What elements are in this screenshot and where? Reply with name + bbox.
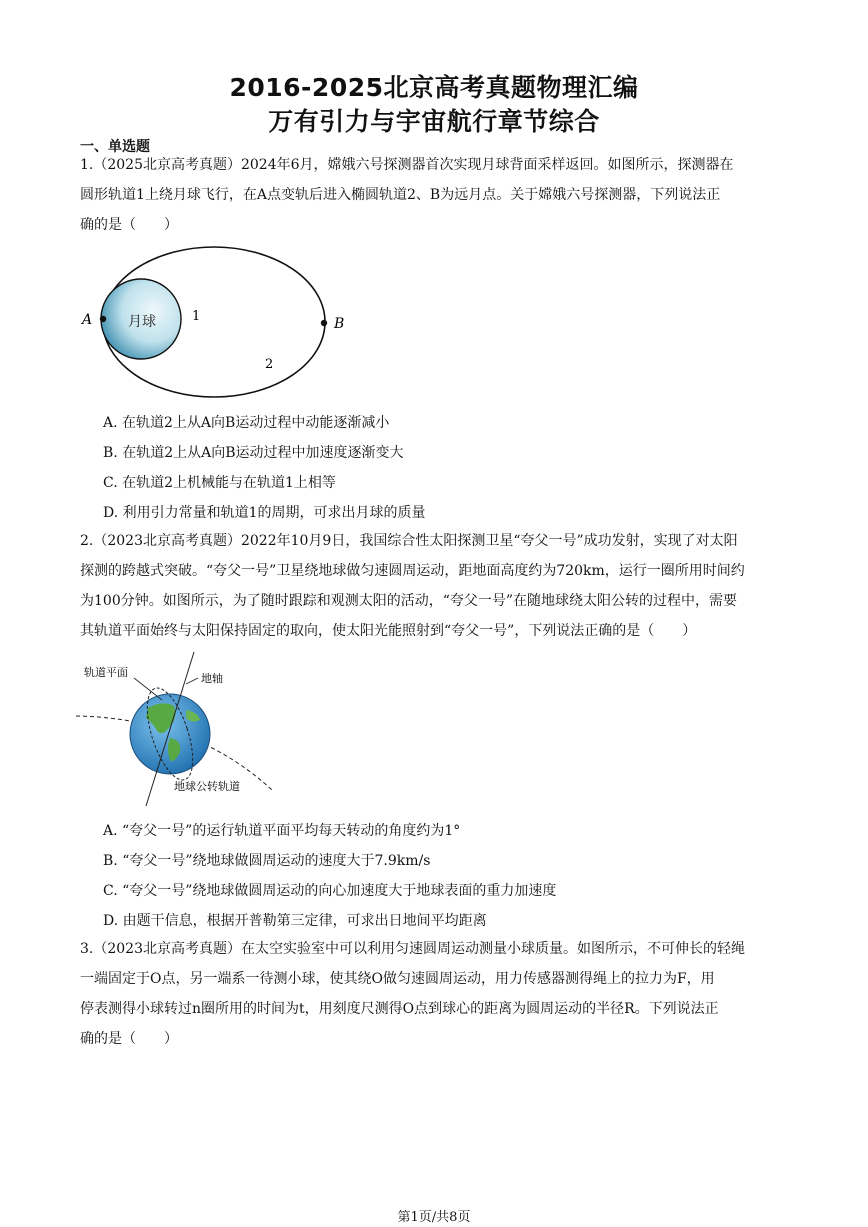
orbit-plane-label: 轨道平面 xyxy=(84,666,128,679)
earth-orbit-figure xyxy=(74,648,284,810)
question-2-option-c[interactable]: C. “夸父一号”绕地球做圆周运动的向心加速度大于地球表面的重力加速度 xyxy=(103,883,557,899)
moon-label: 月球 xyxy=(128,314,156,330)
question-3-line: 停表测得小球转过n圈所用的时间为t，用刻度尺测得O点到球心的距离为圆周运动的半径R。下列说法正 xyxy=(80,1001,719,1017)
section-heading: 一、单选题 xyxy=(80,139,150,155)
question-1-option-b[interactable]: B. 在轨道2上从A向B运动过程中加速度逐渐变大 xyxy=(103,445,404,461)
question-3-line: 3.（2023北京高考真题）在太空实验室中可以利用匀速圆周运动测量小球质量。如图所示，不可伸长的轻绳 xyxy=(80,941,745,957)
point-b-dot xyxy=(321,320,327,326)
page-subtitle: 万有引力与宇宙航行章节综合 xyxy=(268,107,600,136)
point-a-dot xyxy=(100,316,106,322)
question-2-option-a[interactable]: A. “夸父一号”的运行轨道平面平均每天转动的角度约为1° xyxy=(103,823,461,839)
orbit-1-label: 1 xyxy=(192,309,201,324)
question-1-line: 圆形轨道1上绕月球飞行，在A点变轨后进入椭圆轨道2、B为远月点。关于嫦娥六号探测器，下列说法正 xyxy=(80,187,721,203)
point-a-label: A xyxy=(82,312,93,328)
question-1-option-d[interactable]: D. 利用引力常量和轨道1的周期，可求出月球的质量 xyxy=(103,505,426,521)
earth-axis-label: 地轴 xyxy=(201,672,223,685)
orbit-plane-leader xyxy=(134,678,162,700)
question-3-line: 确的是（ ） xyxy=(80,1031,178,1047)
point-b-label: B xyxy=(334,316,345,332)
question-1-stem xyxy=(80,150,792,240)
question-2-line: 其轨道平面始终与太阳保持固定的取向，使太阳光能照射到“夸父一号”，下列说法正确的是（ ） xyxy=(80,623,697,639)
question-1-line: 1.（2025北京高考真题）2024年6月，嫦娥六号探测器首次实现月球背面采样返回。如图所示，探测器在 xyxy=(80,157,734,173)
moon-orbit-figure xyxy=(78,242,358,404)
earth-orbit-label: 地球公转轨道 xyxy=(174,780,240,793)
page-footer: 第1页/共8页 xyxy=(397,1210,471,1225)
question-2-line: 探测的跨越式突破。“夸父一号”卫星绕地球做匀速圆周运动，距地面高度约为720km，运行一圈所用时间约 xyxy=(80,563,745,579)
question-3-line: 一端固定于O点，另一端系一待测小球，使其绕O做匀速圆周运动，用力传感器测得绳上的拉力为F，用 xyxy=(80,971,715,987)
question-2-option-b[interactable]: B. “夸父一号”绕地球做圆周运动的速度大于7.9km/s xyxy=(103,853,431,869)
question-1-option-a[interactable]: A. 在轨道2上从A向B运动过程中动能逐渐减小 xyxy=(103,415,390,431)
question-3-stem xyxy=(80,934,792,1054)
page-title: 2016-2025北京高考真题物理汇编 xyxy=(229,73,639,102)
question-1-line: 确的是（ ） xyxy=(80,217,178,233)
orbit-2-label: 2 xyxy=(265,357,274,372)
question-2-stem xyxy=(80,526,792,646)
question-1-option-c[interactable]: C. 在轨道2上机械能与在轨道1上相等 xyxy=(103,475,336,491)
question-2-option-d[interactable]: D. 由题干信息，根据开普勒第三定律，可求出日地间平均距离 xyxy=(103,913,487,929)
question-2-line: 2.（2023北京高考真题）2022年10月9日，我国综合性太阳探测卫星“夸父一号”成功发射，实现了对太阳 xyxy=(80,533,738,549)
question-2-line: 为100分钟。如图所示，为了随时跟踪和观测太阳的活动，“夸父一号”在随地球绕太阳公转的过程中，需要 xyxy=(80,593,738,609)
axis-leader xyxy=(186,678,198,684)
